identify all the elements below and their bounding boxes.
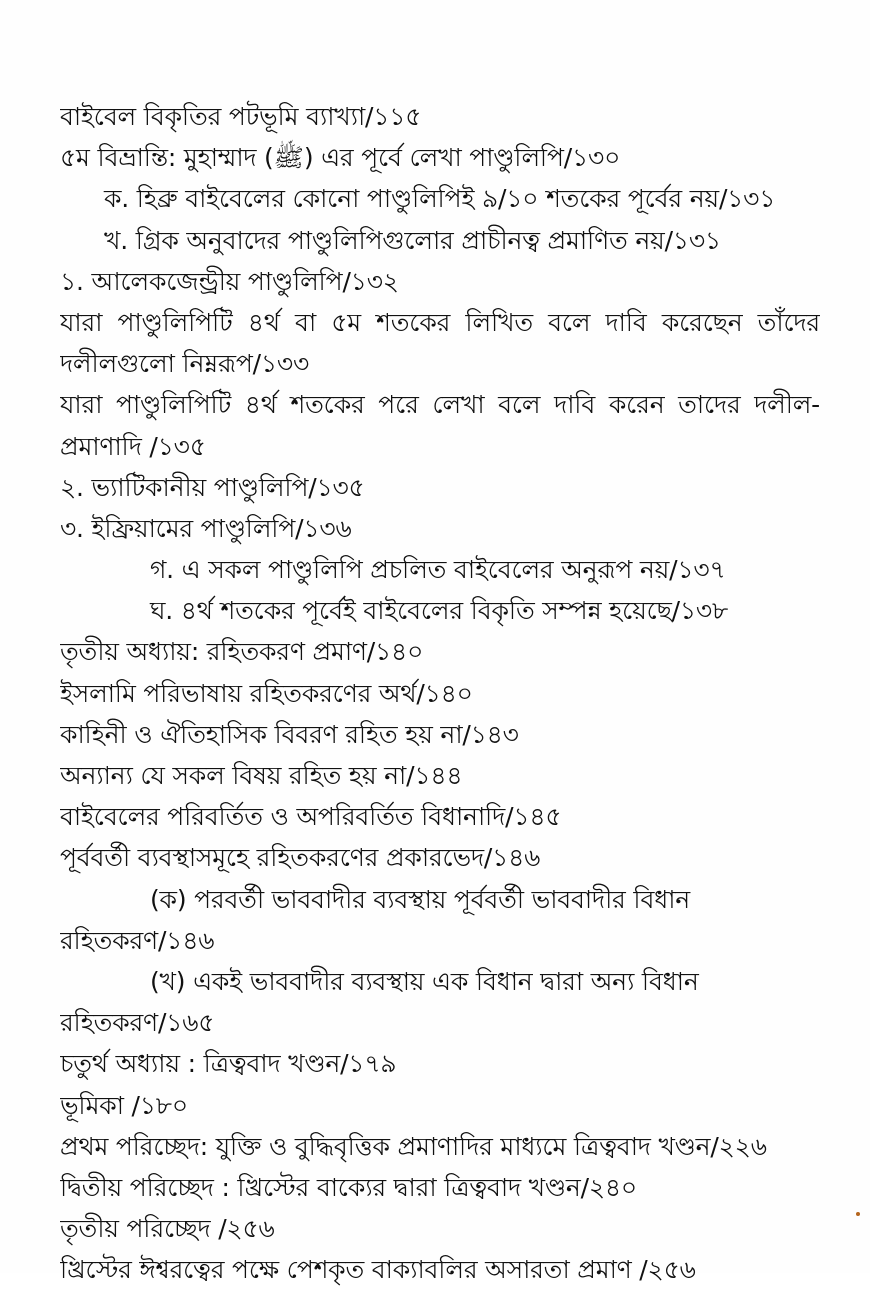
- toc-entry-alexandrian-manuscript: ১. আলেকজেন্ড্রীয় পাণ্ডুলিপি/১৩২: [60, 266, 399, 296]
- toc-subentry-kha-same-prophet-cont: রহিতকরণ/১৬৫: [60, 1008, 215, 1038]
- toc-entry-christ-divinity-refutation: খ্রিস্টের ঈশ্বরত্বের পক্ষে পেশকৃত বাক্যাবলির অসারতা প্রমাণ /২৫৬: [60, 1255, 696, 1285]
- toc-subentry-ga-not-matching: গ. এ সকল পাণ্ডুলিপি প্রচলিত বাইবেলের অনুরূপ নয়/১৩৭: [150, 555, 726, 585]
- toc-entry-bible-distortion-background: বাইবেল বিকৃতির পটভূমি ব্যাখ্যা/১১৫: [60, 102, 422, 131]
- toc-entry-chapter-three: তৃতীয় অধ্যায়: রহিতকরণ প্রমাণ/১৪০: [60, 637, 424, 667]
- toc-entry-4th-5th-century-claim-cont: দলীলগুলো নিম্নরূপ/১৩৩: [60, 349, 310, 379]
- toc-entry-changed-unchanged-laws: বাইবেলের পরিবর্তিত ও অপরিবর্তিত বিধানাদি/১৪৫: [60, 802, 562, 832]
- toc-entry-fifth-misconception: ৫ম বিভ্রান্তি: মুহাম্মাদ (ﷺ) এর পূর্বে লেখা পাণ্ডুলিপি/১৩০: [60, 143, 621, 173]
- toc-entry-after-4th-century-claim-cont: প্রমাণাদি /১৩৫: [60, 431, 206, 461]
- ink-speck: [856, 1212, 860, 1216]
- toc-entry-ephraim-manuscript: ৩. ইফ্রিয়ামের পাণ্ডুলিপি/১৩৬: [60, 513, 352, 543]
- toc-entry-chapter-four: চতুর্থ অধ্যায় : ত্রিত্ববাদ খণ্ডন/১৭৯: [60, 1049, 397, 1079]
- toc-subentry-kha-greek-translation: খ. গ্রিক অনুবাদের পাণ্ডুলিপিগুলোর প্রাচীনত্ব প্রমাণিত নয়/১৩১: [104, 225, 721, 255]
- toc-entry-introduction: ভূমিকা /১৮০: [60, 1090, 188, 1120]
- toc-entry-abrogation-meaning: ইসলামি পরিভাষায় রহিতকরণের অর্থ/১৪০: [60, 678, 473, 708]
- toc-subentry-ka-later-prophet-cont: রহিতকরণ/১৪৬: [60, 925, 215, 955]
- toc-entry-section-two: দ্বিতীয় পরিচ্ছেদ : খ্রিস্টের বাক্যের দ্বারা ত্রিত্ববাদ খণ্ডন/২৪০: [60, 1172, 637, 1202]
- toc-entry-other-not-abrogated: অন্যান্য যে সকল বিষয় রহিত হয় না/১৪৪: [60, 761, 463, 790]
- toc-entry-4th-5th-century-claim: যারা পাণ্ডুলিপিটি ৪র্থ বা ৫ম শতকের লিখিত বলে দাবি করেছেন তাঁদের: [60, 307, 820, 337]
- toc-entry-abrogation-types: পূর্ববর্তী ব্যবস্থাসমূহে রহিতকরণের প্রকারভেদ/১৪৬: [60, 843, 541, 873]
- toc-entry-section-one: প্রথম পরিচ্ছেদ: যুক্তি ও বুদ্ধিবৃত্তিক প্রমাণাদির মাধ্যমে ত্রিত্ববাদ খণ্ডন/২২৬: [60, 1131, 767, 1161]
- toc-entry-narratives-not-abrogated: কাহিনী ও ঐতিহাসিক বিবরণ রহিত হয় না/১৪৩: [60, 719, 519, 749]
- toc-entry-vatican-manuscript: ২. ভ্যাটিকানীয় পাণ্ডুলিপি/১৩৫: [60, 472, 365, 502]
- toc-entry-after-4th-century-claim: যারা পাণ্ডুলিপিটি ৪র্থ শতকের পরে লেখা বলে দাবি করেন তাদের দলীল-: [60, 390, 820, 420]
- toc-subentry-gha-distortion-before-4th: ঘ. ৪র্থ শতকের পূর্বেই বাইবেলের বিকৃতি সম্পন্ন হয়েছে/১৩৮: [150, 596, 728, 626]
- toc-subentry-ka-hebrew-manuscripts: ক. হিব্রু বাইবেলের কোনো পাণ্ডুলিপিই ৯/১০ শতকের পূর্বের নয়/১৩১: [104, 184, 776, 214]
- toc-subentry-kha-same-prophet: (খ) একই ভাববাদীর ব্যবস্থায় এক বিধান দ্বারা অন্য বিধান: [150, 966, 699, 996]
- toc-entry-section-three: তৃতীয় পরিচ্ছেদ /২৫৬: [60, 1214, 275, 1244]
- table-of-contents: [60, 96, 820, 1290]
- toc-subentry-ka-later-prophet: (ক) পরবর্তী ভাববাদীর ব্যবস্থায় পূর্ববর্তী ভাববাদীর বিধান: [150, 884, 690, 914]
